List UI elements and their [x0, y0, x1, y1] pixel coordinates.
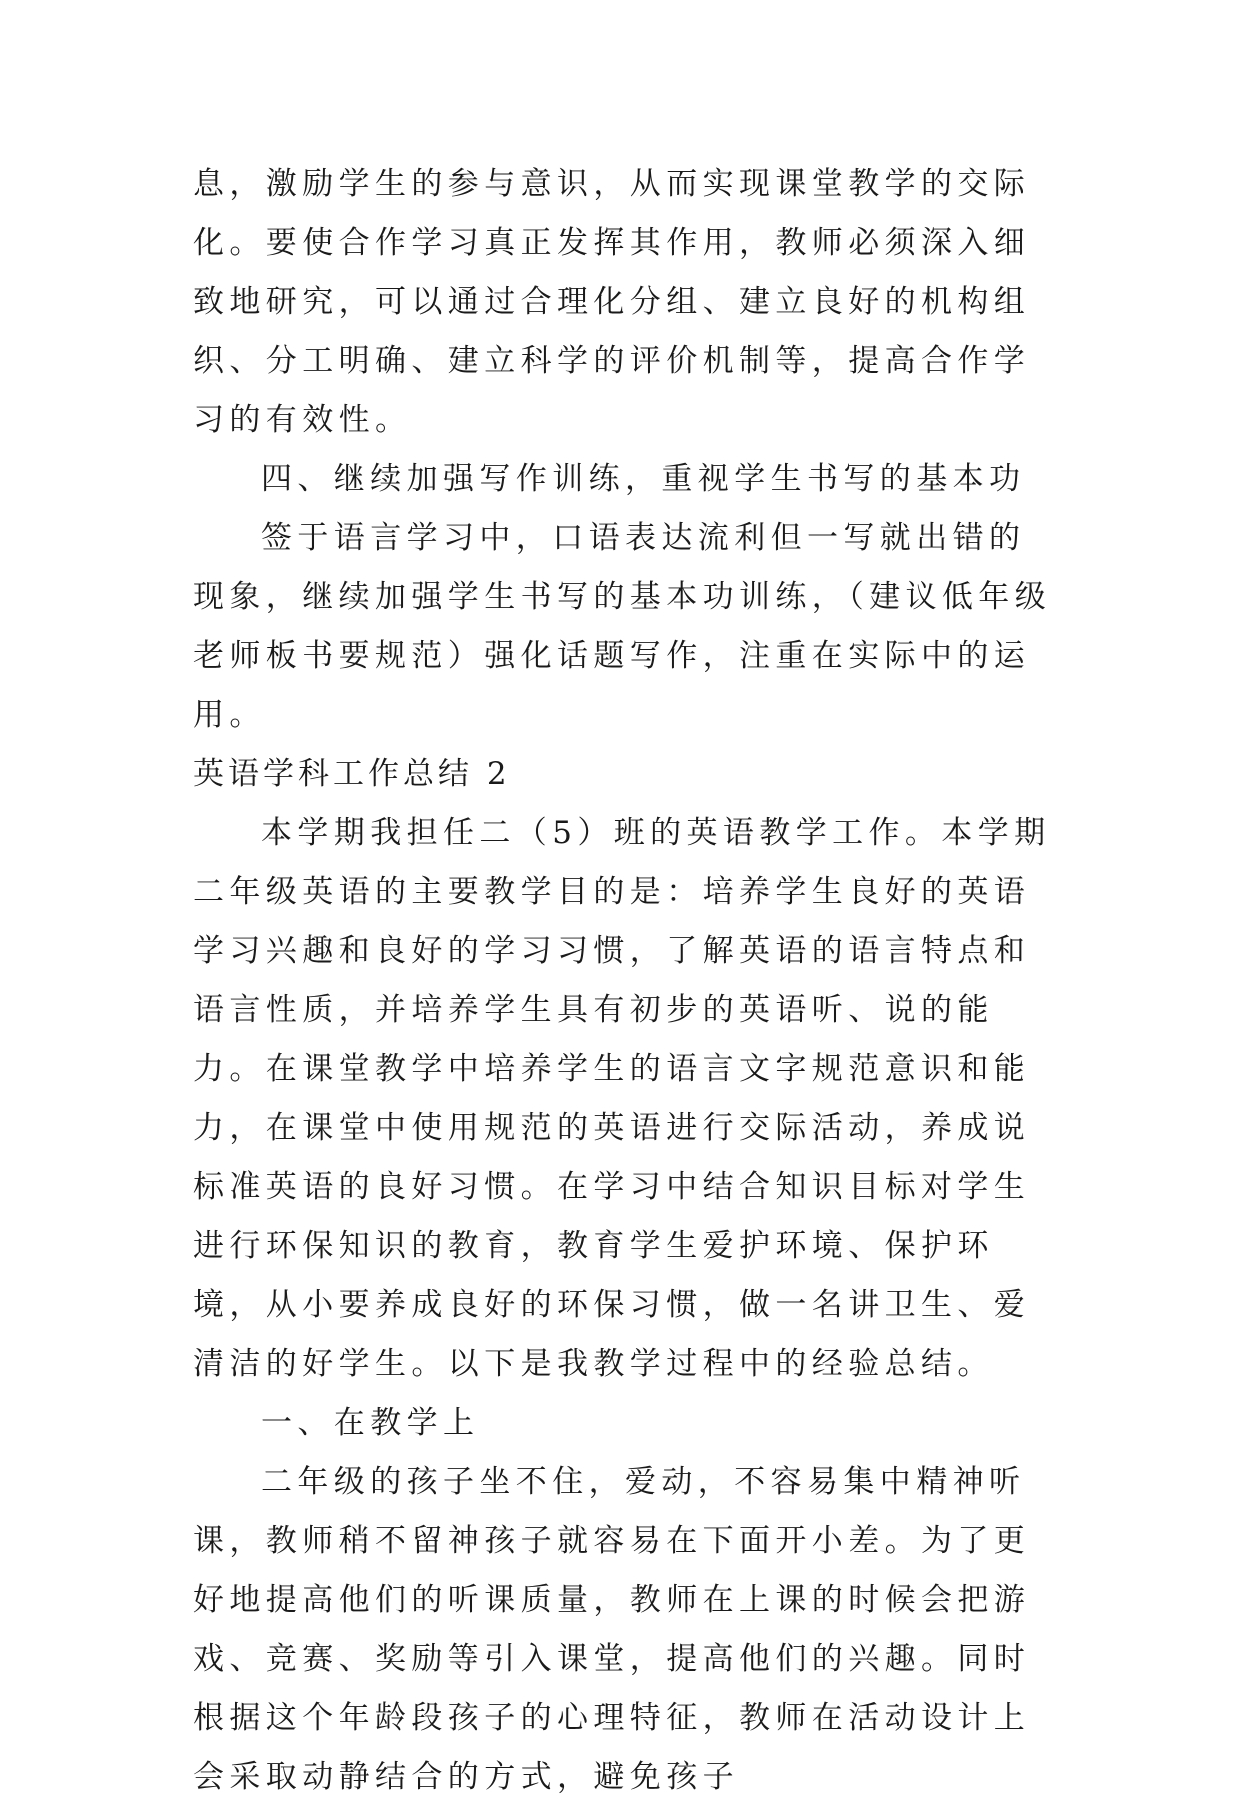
document-title: 英语学科工作总结 2 — [193, 756, 511, 792]
paragraph: 签于语言学习中，口语表达流利但一写就出错的现象，继续加强学生书写的基本功训练，（建议低年级老师板书要规范）强化话题写作，注重在实际中的运用。 — [193, 520, 1052, 733]
paragraph: 息，激励学生的参与意识，从而实现课堂教学的交际化。要使合作学习真正发挥其作用，教师必须深入细致地研究，可以通过合理化分组、建立良好的机构组织、分工明确、建立科学的评价机制等，提高合作学习的有效性。 — [193, 166, 1031, 438]
paragraph: 本学期我担任二（5）班的英语教学工作。本学期二年级英语的主要教学目的是：培养学生良好的英语学习兴趣和良好的学习习惯，了解英语的语言特点和语言性质，并培养学生具有初步的英语听、说的能力。在课堂教学中培养学生的语言文字规范意识和能力，在课堂中使用规范的英语进行交际活动，养成说标准英语的良好习惯。在学习中结合知识目标对学生进行环保知识的教育，教育学生爱护环境、保护环境，从小要养成良好的环保习惯，做一名讲卫生、爱清洁的好学生。以下是我教学过程中的经验总结。 — [193, 815, 1051, 1382]
section-heading: 一、在教学上 — [261, 1405, 480, 1441]
paragraph: 二年级的孩子坐不住，爱动，不容易集中精神听课，教师稍不留神孩子就容易在下面开小差。为了更好地提高他们的听课质量，教师在上课的时候会把游戏、竞赛、奖励等引入课堂，提高他们的兴趣。同时根据这个年龄段孩子的心理特征，教师在活动设计上会采取动静结合的方式，避免孩子 — [193, 1464, 1031, 1795]
section-heading: 四、继续加强写作训练，重视学生书写的基本功 — [261, 461, 1026, 497]
document-body — [193, 155, 1053, 1807]
